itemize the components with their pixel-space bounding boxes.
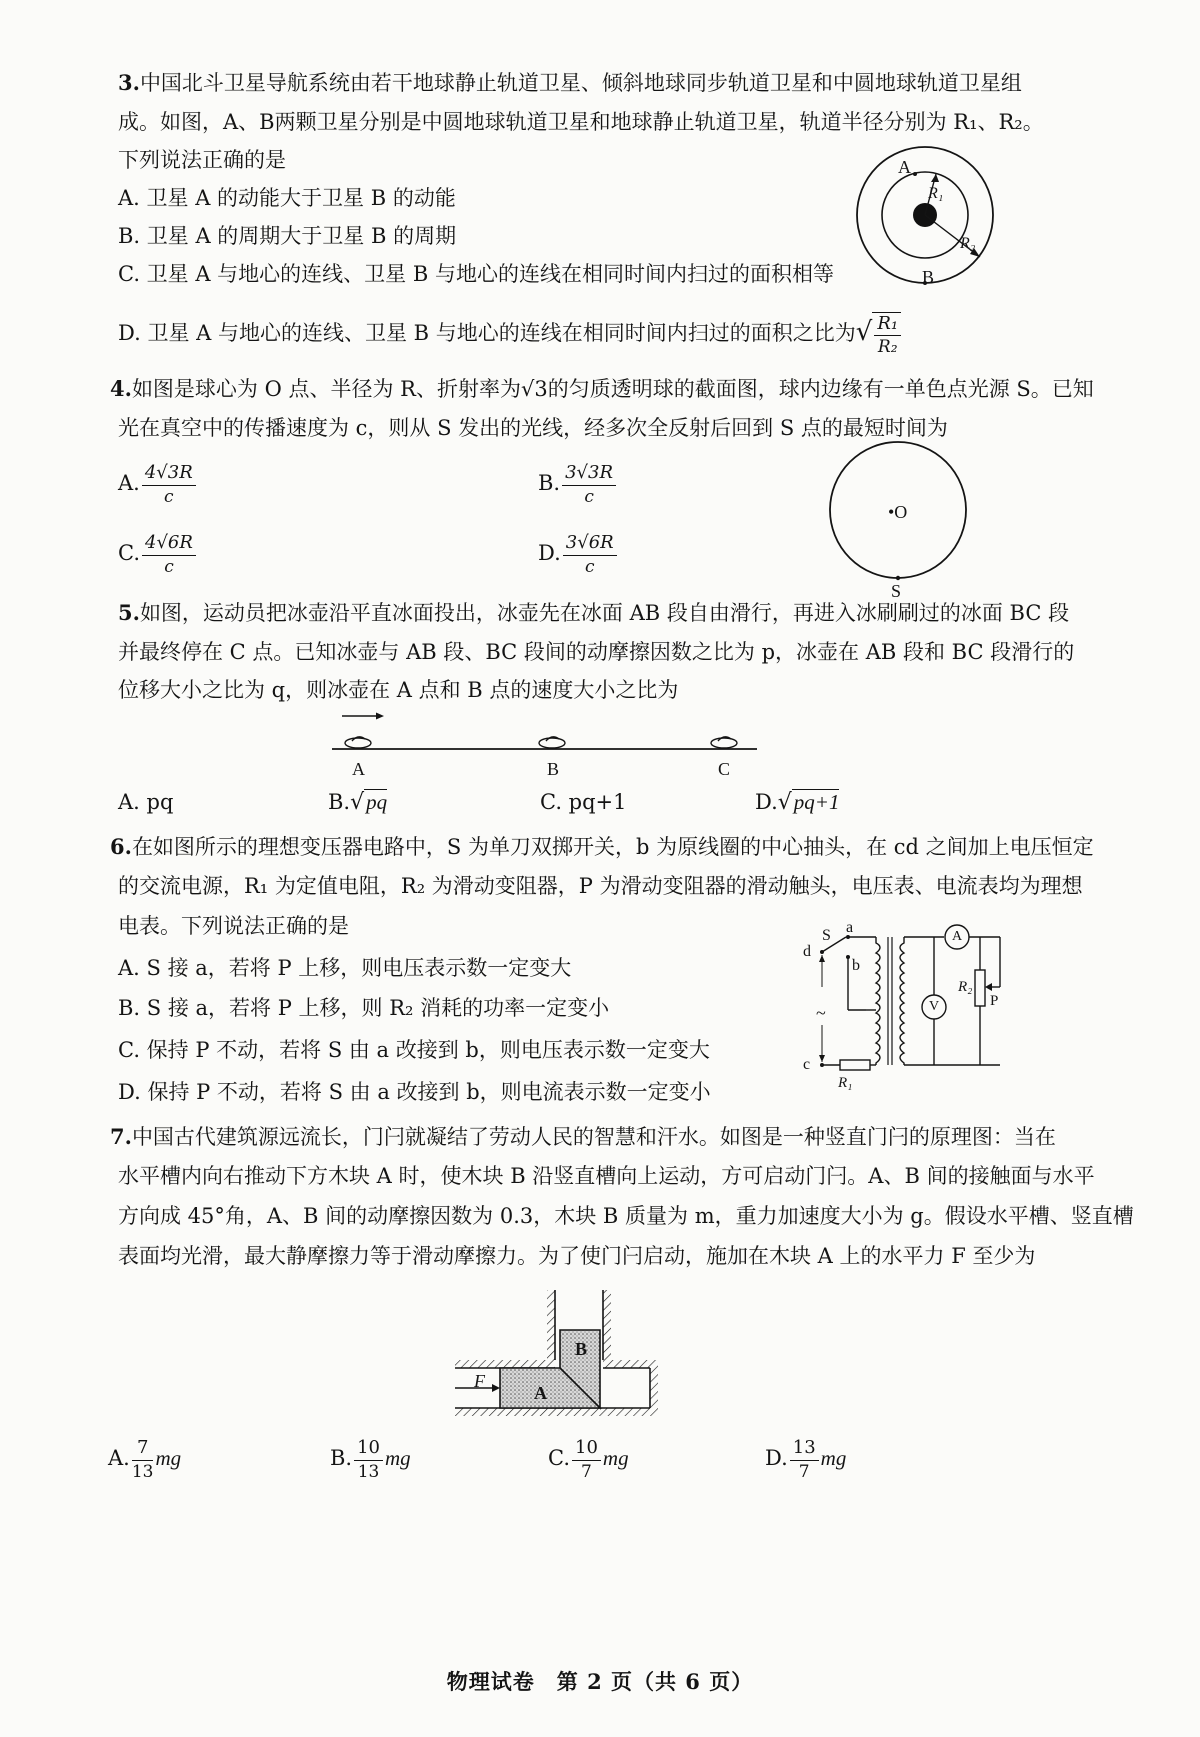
q6-label-r1: R₁: [838, 1075, 853, 1091]
q4-option-a: A. $\frac{4√3R}{c}$: [118, 458, 198, 508]
q7-option-d: D. $\frac{13}{7}$ mg: [765, 1437, 847, 1482]
q6-number: 6.: [110, 834, 132, 859]
q7-option-c: C. $\frac{10}{7}$ mg: [548, 1437, 629, 1482]
primary-coil: [876, 937, 880, 1065]
q3-line3: 下列说法正确的是: [118, 148, 286, 172]
q4-line2: 光在真空中的传播速度为 c，则从 S 发出的光线，经多次全反射后回到 S 点的最短时间为: [118, 416, 948, 440]
q3-label-r1: R₁: [928, 185, 944, 202]
q4-label-o: •O: [888, 502, 908, 522]
q5-ice-diagram: [332, 710, 762, 760]
horizontal-groove-top-wall-right: [603, 1360, 658, 1368]
q7-option-d-fraction: $\frac{13}{7}$: [790, 1437, 819, 1482]
q6-option-a: A. S 接 a，若将 P 上移，则电压表示数一定变大: [118, 956, 572, 980]
q4-option-d-fraction: $\frac{3√6R}{c}$: [563, 532, 617, 577]
q5-number: 5.: [118, 600, 140, 625]
q3-number: 3.: [118, 70, 140, 95]
q4-option-b: B. $\frac{3√3R}{c}$: [538, 458, 618, 508]
vertical-groove-right-wall: [603, 1290, 611, 1360]
q7-option-b: B. $\frac{10}{13}$ mg: [330, 1437, 411, 1482]
q5-label-a: A: [352, 759, 365, 779]
q3-option-d-fraction: $\frac{\text{R₁}}{\text{R₂}}$: [872, 312, 901, 358]
q6-line3: 电表。下列说法正确的是: [118, 914, 349, 938]
q4-option-c-fraction: $\frac{4√6R}{c}$: [142, 532, 196, 577]
curling-stone-a: [345, 737, 371, 748]
q3-option-d: D. 卫星 A 与地心的连线、卫星 B 与地心的连线在相同时间内扫过的面积之比为√ $\frac{\text{R₁}}{\text{R₂}}$: [118, 308, 903, 356]
q7-line1: [110, 1126, 1056, 1148]
resistor-r1: [840, 1060, 870, 1070]
q5-text-1: 如图，运动员把冰壶沿平直冰面投出，冰壶先在冰面 AB 段自由滑行，再进入冰刷刷过的冰面 BC 段: [139, 601, 1070, 625]
q7-label-b: B: [575, 1339, 588, 1359]
light-source-dot: [896, 576, 900, 580]
q6-label-b: b: [852, 957, 860, 974]
velocity-arrow-head: [376, 713, 384, 720]
q3-option-b: B. 卫星 A 的周期大于卫星 B 的周期: [118, 224, 457, 248]
q4-label-s: S: [891, 581, 902, 601]
q4-number: 4.: [110, 376, 132, 401]
q7-line3: 方向成 45°角，A、B 间的动摩擦因数为 0.3，木块 B 质量为 m，重力加速度大小为 g。假设水平槽、竖直槽: [118, 1204, 1134, 1228]
q3-label-r2: R₂: [960, 235, 976, 252]
q3-line2: 成。如图，A、B两颗卫星分别是中圆地球轨道卫星和地球静止轨道卫星，轨道半径分别为 R₁、R₂。: [118, 110, 1044, 134]
curling-stone-c: [711, 737, 737, 748]
q5-label-b: B: [547, 759, 560, 779]
q6-line1: [110, 836, 1094, 858]
q3-option-d-text: D. 卫星 A 与地心的连线、卫星 B 与地心的连线在相同时间内扫过的面积之比为: [118, 321, 856, 345]
q6-option-d: D. 保持 P 不动，若将 S 由 a 改接到 b，则电流表示数一定变小: [118, 1080, 711, 1104]
secondary-coil: [900, 937, 904, 1065]
q5-option-a: A. pq: [118, 790, 174, 814]
q4-option-b-fraction: $\frac{3√3R}{c}$: [562, 462, 616, 507]
q4-line1: [110, 378, 1094, 400]
vertical-groove-left-wall: [547, 1290, 555, 1360]
q5-option-d: D.√pq+1: [755, 790, 840, 815]
q7-latch-diagram: [450, 1285, 670, 1415]
q7-text-1: 中国古代建筑源远流长，门闩就凝结了劳动人民的智慧和汗水。如图是一种竖直门闩的原理图：当在: [131, 1125, 1056, 1149]
q6-circuit-diagram: [800, 925, 1040, 1085]
q7-label-a: A: [534, 1383, 547, 1403]
q6-label-s: S: [822, 927, 831, 944]
q6-label-ammeter: A: [952, 929, 963, 944]
q6-text-1: 在如图所示的理想变压器电路中，S 为单刀双掷开关，b 为原线圈的中心抽头，在 cd 之间加上电压恒定: [131, 835, 1094, 859]
q6-label-r2: R₂: [958, 979, 973, 995]
q4-option-a-fraction: $\frac{4√3R}{c}$: [142, 462, 196, 507]
q6-option-c: C. 保持 P 不动，若将 S 由 a 改接到 b，则电压表示数一定变大: [118, 1038, 710, 1062]
q4-option-c: C. $\frac{4√6R}{c}$: [118, 528, 198, 578]
q6-label-voltmeter: V: [929, 999, 940, 1014]
curling-stone-b: [539, 737, 565, 748]
q3-orbit-diagram: [855, 145, 995, 285]
q3-line1: [118, 72, 1022, 94]
horizontal-groove-bottom-wall: [455, 1408, 658, 1416]
q7-option-b-fraction: $\frac{10}{13}$: [354, 1437, 383, 1482]
q4-option-d: D. $\frac{3√6R}{c}$: [538, 528, 619, 578]
q7-option-c-fraction: $\frac{10}{7}$: [572, 1437, 601, 1482]
force-f-arrow-head: [492, 1384, 500, 1392]
q6-option-b: B. S 接 a，若将 P 上移，则 R₂ 消耗的功率一定变小: [118, 996, 610, 1020]
q7-option-a: A. $\frac{7}{13}$ mg: [108, 1437, 182, 1482]
q7-line4: 表面均光滑，最大静摩擦力等于滑动摩擦力。为了使门闩启动，施加在木块 A 上的水平力 F 至少为: [118, 1244, 1036, 1268]
q6-label-d: d: [803, 943, 811, 960]
q6-label-a: a: [846, 919, 854, 936]
q3-label-a: A: [898, 157, 911, 177]
q5-line1: [118, 602, 1069, 624]
q3-option-a: A. 卫星 A 的动能大于卫星 B 的动能: [118, 186, 456, 210]
q3-option-c: C. 卫星 A 与地心的连线、卫星 B 与地心的连线在相同时间内扫过的面积相等: [118, 262, 834, 286]
q6-label-c: c: [803, 1056, 811, 1073]
q6-label-tilde: ~: [816, 1003, 826, 1023]
q3-text-1: 中国北斗卫星导航系统由若干地球静止轨道卫星、倾斜地球同步轨道卫星和中圆地球轨道卫星组: [139, 71, 1022, 95]
q6-line2: 的交流电源，R₁ 为定值电阻，R₂ 为滑动变阻器，P 为滑动变阻器的滑动触头，电压表、电流表均为理想: [118, 874, 1083, 898]
q7-number: 7.: [110, 1124, 132, 1149]
q5-line3: 位移大小之比为 q，则冰壶在 A 点和 B 点的速度大小之比为: [118, 678, 679, 702]
q5-line2: 并最终停在 C 点。已知冰壶与 AB 段、BC 段间的动摩擦因数之比为 p，冰壶在 AB 段和 BC 段滑行的: [118, 640, 1075, 664]
q4-text-1: 如图是球心为 O 点、半径为 R、折射率为√3的匀质透明球的截面图，球内边缘有一单色点光源 S。已知: [131, 377, 1094, 401]
q7-label-f: F: [474, 1371, 485, 1391]
page-footer: 物理试卷 第 2 页（共 6 页）: [446, 1669, 754, 1694]
q7-line2: 水平槽内向右推动下方木块 A 时，使木块 B 沿竖直槽向上运动，方可启动门闩。A、B 间的接触面与水平: [118, 1164, 1095, 1188]
q5-label-c: C: [718, 759, 731, 779]
q7-option-a-fraction: $\frac{7}{13}$: [131, 1437, 154, 1482]
rheostat-r2: [975, 970, 985, 1006]
q5-option-b: B.√pq: [328, 790, 388, 815]
q3-label-b: B: [922, 267, 935, 287]
q5-option-c: C. pq+1: [540, 790, 627, 814]
satellite-a-dot: [913, 172, 917, 176]
horizontal-groove-top-wall-left: [455, 1360, 555, 1368]
q6-label-p: P: [990, 993, 999, 1009]
